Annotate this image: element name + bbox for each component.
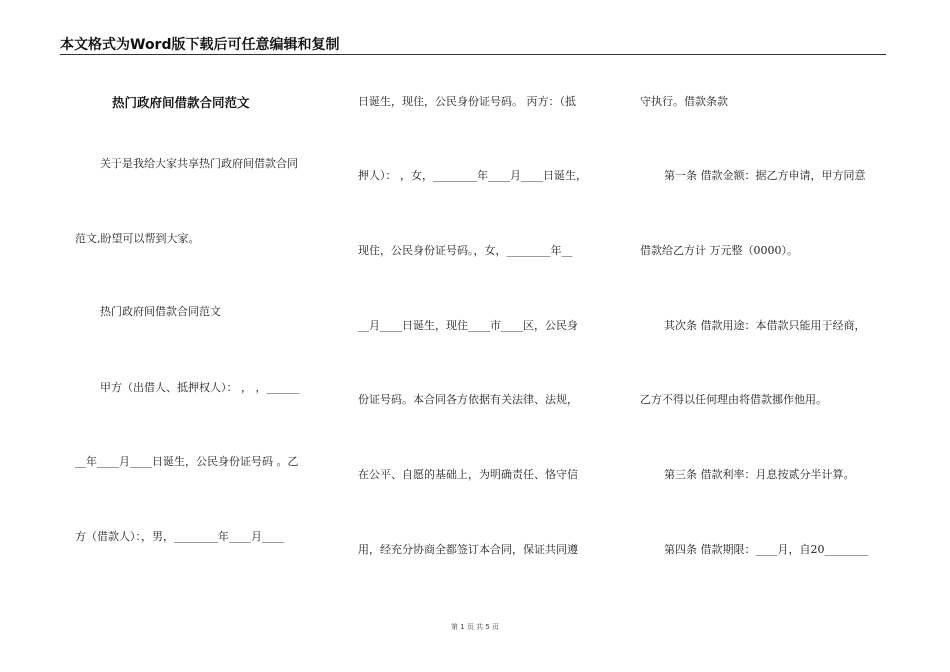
text-line: 用，经充分协商全都签订本合同，保证共同遵 (358, 543, 578, 556)
text-line: 押人）： ，女，________年____月____日诞生， (358, 169, 587, 182)
text-line: __年____月____日诞生，公民身份证号码 。乙 (75, 455, 299, 468)
text-line: 热门政府间借款合同范文 (100, 305, 221, 318)
text-line: 乙方不得以任何理由将借款挪作他用。 (640, 393, 827, 406)
text-line: 借款给乙方计 万元整（0000）。 (640, 244, 798, 257)
text-line: 第四条 借款期限：____月，自20________ (664, 543, 869, 556)
text-line: __月____日诞生，现住____市____区，公民身 (358, 319, 578, 332)
text-line: 第一条 借款金额：据乙方申请，甲方同意 (664, 169, 866, 182)
text-line: 第三条 借款利率：月息按贰分半计算。 (664, 468, 855, 481)
page-header: 本文格式为Word版下载后可任意编辑和复制 (60, 37, 340, 53)
text-line: 其次条 借款用途：本借款只能用于经商， (664, 319, 866, 332)
text-line: 日诞生，现住，公民身份证号码。 丙方：（抵 (358, 95, 576, 108)
text-line: 现住，公民身份证号码。，女，________年__ (358, 244, 573, 257)
text-line: 关于是我给大家共享热门政府间借款合同 (100, 157, 298, 170)
page-number: 第 1 页 共 5 页 (450, 623, 500, 631)
document-title: 热门政府间借款合同范文 (112, 95, 250, 110)
text-line: 守执行。借款条款 (640, 95, 728, 108)
text-line: 方（借款人）：，男，________年____月____ (75, 530, 284, 543)
text-line: 甲方（出借人、抵押权人）： ， ，______ (100, 381, 300, 394)
text-line: 份证号码。本合同各方依据有关法律、法规， (358, 393, 578, 406)
text-line: 范文,盼望可以帮到大家。 (75, 232, 200, 245)
header-rule (60, 54, 886, 55)
text-line: 在公平、自愿的基础上，为明确责任、恪守信 (358, 468, 578, 481)
